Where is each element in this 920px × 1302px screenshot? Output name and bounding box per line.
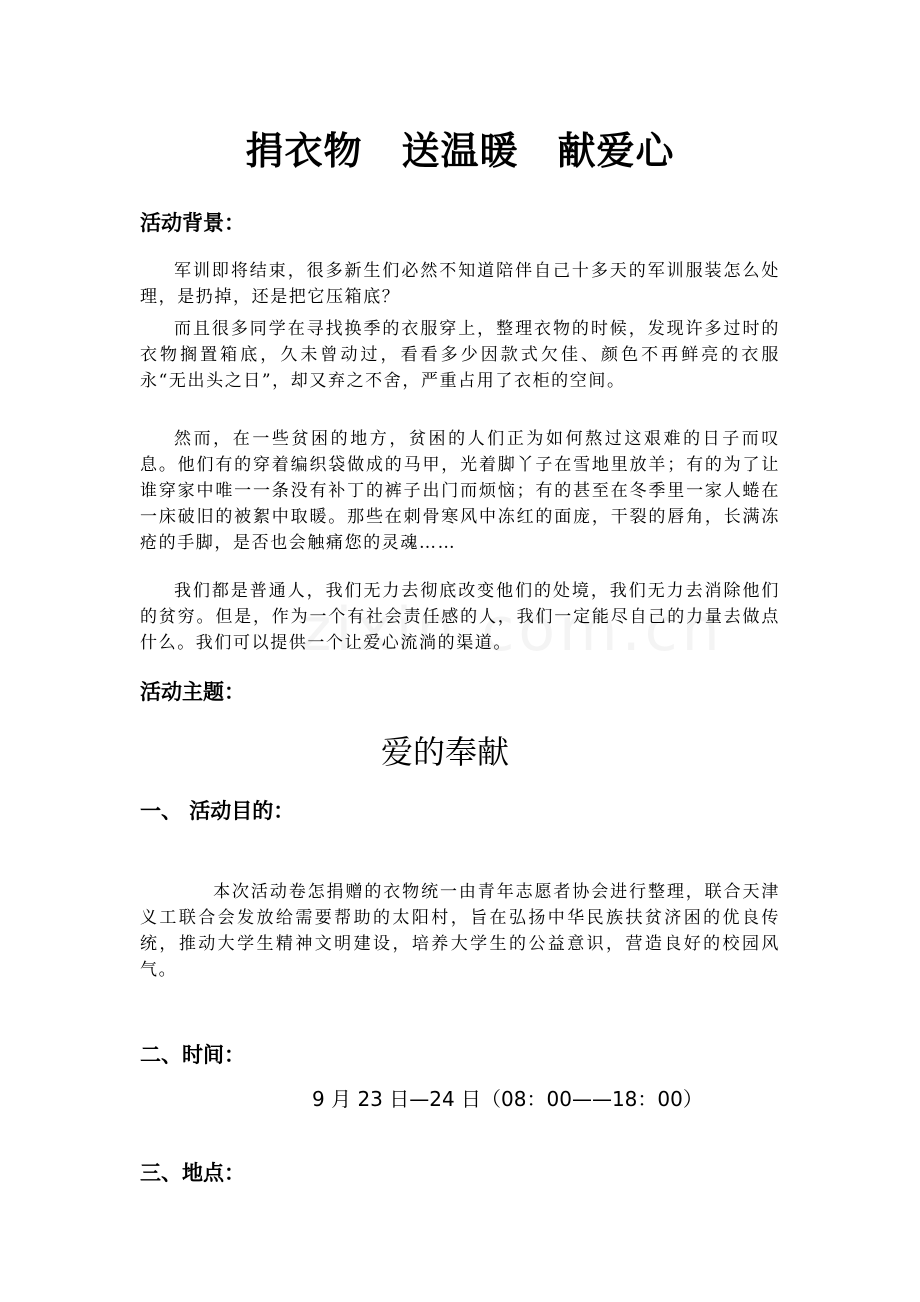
background-paragraph-3: 然而，在一些贫困的地方，贫困的人们正为如何熬过这艰难的日子而叹息。他们有的穿着编织袋做成的马甲，光着脚丫子在雪地里放羊；有的为了让谁穿家中唯一一条没有补丁的裤子出门而烦恼；有的甚至在冬季里一家人蜷在一床破旧的被絮中取暖。那些在刺骨寒风中冻红的面庞，干裂的唇角，长满冻疮的手脚，是否也会触痛您的灵魂……	[140, 429, 780, 553]
purpose-paragraph: 本次活动卷怎捐赠的衣物统一由青年志愿者协会进行整理，联合天津义工联合会发放给需要帮助的太阳村，旨在弘扬中华民族扶贫济困的优良传统，推动大学生精神文明建设，培养大学生的公益意识，营造良好的校园风气。	[140, 882, 780, 980]
background-paragraph-4: 我们都是普通人，我们无力去彻底改变他们的处境，我们无力去消除他们的贫穷。但是，作为一个有社会责任感的人，我们一定能尽自己的力量去做点什么。我们可以提供一个让爱心流淌的渠道。	[140, 581, 780, 653]
purpose-heading: 一、 活动目的：	[140, 799, 295, 823]
place-heading: 三、地点：	[140, 1161, 245, 1185]
time-heading: 二、时间：	[140, 1043, 245, 1067]
theme-text: 爱的奉献	[380, 733, 509, 771]
background-paragraph-1: 军训即将结束，很多新生们必然不知道陪伴自己十多天的军训服装怎么处理，是扔掉，还是把它压箱底？	[140, 261, 780, 307]
background-heading: 活动背景：	[140, 211, 245, 235]
document-title: 捐衣物 送温暖 献爱心	[245, 129, 675, 173]
time-value: 9 月 23 日—24 日（08：00——18：00）	[312, 1087, 703, 1111]
background-paragraph-2: 而且很多同学在寻找换季的衣服穿上，整理衣物的时候，发现许多过时的衣物搁置箱底，久未曾动过，看看多少因款式欠佳、颜色不再鲜亮的衣服永“无出头之日”，却又弃之不舍，严重占用了衣柜的空间。	[140, 319, 780, 391]
theme-heading: 活动主题：	[140, 680, 245, 704]
